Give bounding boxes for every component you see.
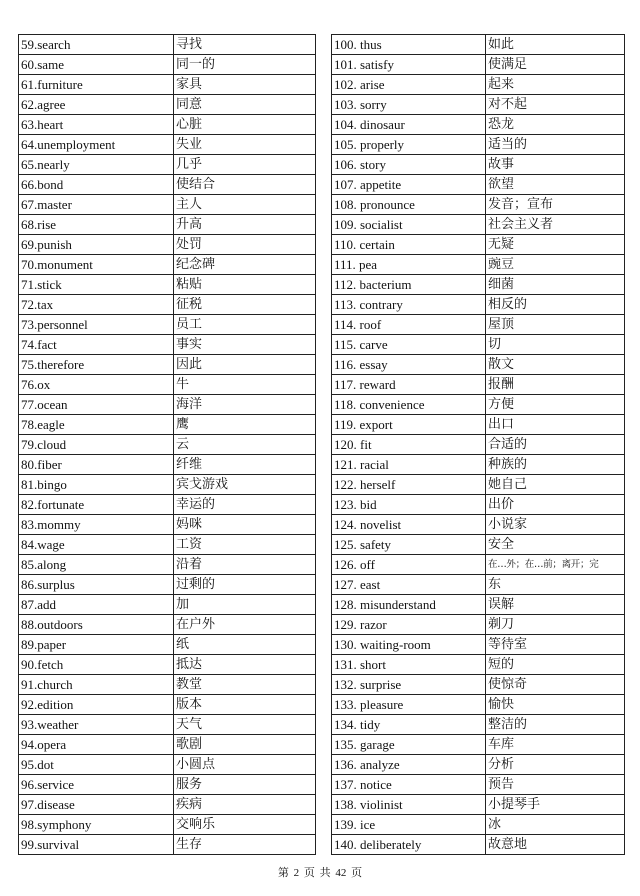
chinese-meaning: 小提琴手 [486,795,625,815]
chinese-meaning: 交响乐 [174,815,316,835]
chinese-meaning: 预告 [486,775,625,795]
english-word: 116. essay [332,355,486,375]
table-row [19,675,316,695]
table-row [19,275,316,295]
english-word: 105. properly [332,135,486,155]
english-word: 103. sorry [332,95,486,115]
english-word: 93.weather [19,715,174,735]
table-row [332,555,625,575]
page-footer [0,864,640,880]
english-word: 73.personnel [19,315,174,335]
table-row [332,755,625,775]
english-word: 65.nearly [19,155,174,175]
table-row [332,55,625,75]
chinese-meaning: 幸运的 [174,495,316,515]
english-word: 67.master [19,195,174,215]
english-word: 61.furniture [19,75,174,95]
chinese-meaning: 事实 [174,335,316,355]
table-row [332,835,625,855]
english-word: 76.ox [19,375,174,395]
chinese-meaning: 疾病 [174,795,316,815]
chinese-meaning: 社会主义者 [486,215,625,235]
english-word: 133. pleasure [332,695,486,715]
english-word: 68.rise [19,215,174,235]
english-word: 70.monument [19,255,174,275]
table-row [332,795,625,815]
english-word: 118. convenience [332,395,486,415]
table-row [332,815,625,835]
chinese-meaning: 在…外；在…前；离开；完 [486,555,625,575]
table-row [332,535,625,555]
english-word: 112. bacterium [332,275,486,295]
chinese-meaning: 过剩的 [174,575,316,595]
table-row [19,635,316,655]
table-row [332,635,625,655]
english-word: 113. contrary [332,295,486,315]
chinese-meaning: 天气 [174,715,316,735]
english-word: 125. safety [332,535,486,555]
english-word: 96.service [19,775,174,795]
table-row [19,555,316,575]
chinese-meaning: 报酬 [486,375,625,395]
english-word: 139. ice [332,815,486,835]
table-row [332,575,625,595]
table-row [332,295,625,315]
table-row [332,475,625,495]
table-row [332,495,625,515]
table-row [332,415,625,435]
chinese-meaning: 误解 [486,595,625,615]
chinese-meaning: 宾戈游戏 [174,475,316,495]
chinese-meaning: 小圆点 [174,755,316,775]
chinese-meaning: 在户外 [174,615,316,635]
english-word: 131. short [332,655,486,675]
table-row [332,235,625,255]
footer-page-number: 2 [293,867,300,879]
table-row [19,375,316,395]
chinese-meaning: 豌豆 [486,255,625,275]
english-word: 107. appetite [332,175,486,195]
chinese-meaning: 教堂 [174,675,316,695]
chinese-meaning: 整洁的 [486,715,625,735]
english-word: 62.agree [19,95,174,115]
table-row [332,695,625,715]
english-word: 111. pea [332,255,486,275]
table-row [332,155,625,175]
table-row [332,195,625,215]
english-word: 87.add [19,595,174,615]
english-word: 80.fiber [19,455,174,475]
table-row [19,75,316,95]
english-word: 97.disease [19,795,174,815]
table-row [19,435,316,455]
english-word: 127. east [332,575,486,595]
table-row [19,695,316,715]
table-row [332,775,625,795]
chinese-meaning: 无疑 [486,235,625,255]
english-word: 75.therefore [19,355,174,375]
table-row [19,115,316,135]
table-row [332,515,625,535]
table-row [19,95,316,115]
table-row [332,275,625,295]
chinese-meaning: 处罚 [174,235,316,255]
english-word: 59.search [19,35,174,55]
footer-page-word: 页 [303,867,315,879]
chinese-meaning: 牛 [174,375,316,395]
english-word: 95.dot [19,755,174,775]
table-row [19,355,316,375]
chinese-meaning: 加 [174,595,316,615]
table-row [332,455,625,475]
chinese-meaning: 如此 [486,35,625,55]
chinese-meaning: 云 [174,435,316,455]
table-row [332,615,625,635]
chinese-meaning: 升高 [174,215,316,235]
english-word: 64.unemployment [19,135,174,155]
table-row [19,455,316,475]
chinese-meaning: 征税 [174,295,316,315]
chinese-meaning: 发音；宣布 [486,195,625,215]
english-word: 100. thus [332,35,486,55]
chinese-meaning: 纸 [174,635,316,655]
chinese-meaning: 几乎 [174,155,316,175]
chinese-meaning: 等待室 [486,635,625,655]
english-word: 71.stick [19,275,174,295]
table-row [19,235,316,255]
english-word: 114. roof [332,315,486,335]
chinese-meaning: 歌剧 [174,735,316,755]
chinese-meaning: 起来 [486,75,625,95]
chinese-meaning: 抵达 [174,655,316,675]
english-word: 134. tidy [332,715,486,735]
english-word: 60.same [19,55,174,75]
english-word: 137. notice [332,775,486,795]
table-row [19,175,316,195]
english-word: 120. fit [332,435,486,455]
chinese-meaning: 故意地 [486,835,625,855]
english-word: 128. misunderstand [332,595,486,615]
table-row [19,715,316,735]
table-row [19,55,316,75]
footer-prefix: 第 [277,867,289,879]
chinese-meaning: 恐龙 [486,115,625,135]
footer-total-word: 页 [351,867,363,879]
chinese-meaning: 种族的 [486,455,625,475]
table-row [19,295,316,315]
table-row [332,315,625,335]
chinese-meaning: 心脏 [174,115,316,135]
english-word: 119. export [332,415,486,435]
chinese-meaning: 寻找 [174,35,316,55]
table-row [19,735,316,755]
english-word: 81.bingo [19,475,174,495]
table-row [19,495,316,515]
chinese-meaning: 适当的 [486,135,625,155]
chinese-meaning: 小说家 [486,515,625,535]
table-row [332,395,625,415]
table-row [19,815,316,835]
english-word: 82.fortunate [19,495,174,515]
chinese-meaning: 合适的 [486,435,625,455]
english-word: 138. violinist [332,795,486,815]
table-row [332,175,625,195]
english-word: 84.wage [19,535,174,555]
chinese-meaning: 散文 [486,355,625,375]
chinese-meaning: 故事 [486,155,625,175]
chinese-meaning: 主人 [174,195,316,215]
english-word: 101. satisfy [332,55,486,75]
table-row [332,135,625,155]
chinese-meaning: 家具 [174,75,316,95]
vocab-table-left [18,34,316,855]
chinese-meaning: 同意 [174,95,316,115]
chinese-meaning: 纤维 [174,455,316,475]
chinese-meaning: 出价 [486,495,625,515]
table-row [19,135,316,155]
table-row [19,215,316,235]
english-word: 109. socialist [332,215,486,235]
table-row [332,355,625,375]
english-word: 136. analyze [332,755,486,775]
english-word: 126. off [332,555,486,575]
chinese-meaning: 使结合 [174,175,316,195]
english-word: 129. razor [332,615,486,635]
english-word: 140. deliberately [332,835,486,855]
english-word: 115. carve [332,335,486,355]
english-word: 104. dinosaur [332,115,486,135]
chinese-meaning: 海洋 [174,395,316,415]
english-word: 94.opera [19,735,174,755]
english-word: 79.cloud [19,435,174,455]
english-word: 130. waiting-room [332,635,486,655]
table-row [19,535,316,555]
chinese-meaning: 屋顶 [486,315,625,335]
table-row [332,335,625,355]
chinese-meaning: 安全 [486,535,625,555]
english-word: 110. certain [332,235,486,255]
chinese-meaning: 短的 [486,655,625,675]
english-word: 135. garage [332,735,486,755]
english-word: 102. arise [332,75,486,95]
table-row [332,255,625,275]
table-row [332,715,625,735]
table-row [332,435,625,455]
chinese-meaning: 服务 [174,775,316,795]
english-word: 83.mommy [19,515,174,535]
table-row [19,255,316,275]
table-row [19,835,316,855]
chinese-meaning: 相反的 [486,295,625,315]
english-word: 124. novelist [332,515,486,535]
english-word: 108. pronounce [332,195,486,215]
table-row [19,155,316,175]
chinese-meaning: 粘贴 [174,275,316,295]
chinese-meaning: 细菌 [486,275,625,295]
english-word: 106. story [332,155,486,175]
table-row [332,215,625,235]
table-row [19,315,316,335]
table-row [332,735,625,755]
english-word: 117. reward [332,375,486,395]
english-word: 91.church [19,675,174,695]
english-word: 74.fact [19,335,174,355]
chinese-meaning: 剃刀 [486,615,625,635]
footer-total-pages: 42 [335,867,347,879]
table-row [332,675,625,695]
chinese-meaning: 分析 [486,755,625,775]
table-row [332,75,625,95]
chinese-meaning: 出口 [486,415,625,435]
table-row [19,475,316,495]
footer-total-prefix: 共 [319,867,331,879]
chinese-meaning: 对不起 [486,95,625,115]
chinese-meaning: 妈咪 [174,515,316,535]
chinese-meaning: 车库 [486,735,625,755]
chinese-meaning: 使惊奇 [486,675,625,695]
english-word: 88.outdoors [19,615,174,635]
document-page [18,34,624,852]
english-word: 78.eagle [19,415,174,435]
chinese-meaning: 冰 [486,815,625,835]
english-word: 63.heart [19,115,174,135]
table-row [19,615,316,635]
chinese-meaning: 欲望 [486,175,625,195]
table-row [19,595,316,615]
english-word: 66.bond [19,175,174,195]
english-word: 92.edition [19,695,174,715]
chinese-meaning: 鹰 [174,415,316,435]
table-row [332,375,625,395]
table-row [19,35,316,55]
english-word: 121. racial [332,455,486,475]
english-word: 99.survival [19,835,174,855]
chinese-meaning: 方便 [486,395,625,415]
chinese-meaning: 东 [486,575,625,595]
table-row [19,335,316,355]
chinese-meaning: 因此 [174,355,316,375]
english-word: 122. herself [332,475,486,495]
chinese-meaning: 生存 [174,835,316,855]
chinese-meaning: 版本 [174,695,316,715]
table-row [19,395,316,415]
table-row [332,115,625,135]
table-row [332,655,625,675]
table-row [332,595,625,615]
chinese-meaning: 她自己 [486,475,625,495]
vocab-table-right [331,34,625,855]
english-word: 90.fetch [19,655,174,675]
vocabulary-tables [18,34,624,852]
chinese-meaning: 失业 [174,135,316,155]
chinese-meaning: 愉快 [486,695,625,715]
english-word: 123. bid [332,495,486,515]
table-row [19,655,316,675]
table-row [19,195,316,215]
english-word: 72.tax [19,295,174,315]
english-word: 98.symphony [19,815,174,835]
table-row [332,95,625,115]
table-row [19,415,316,435]
table-row [19,515,316,535]
english-word: 86.surplus [19,575,174,595]
english-word: 85.along [19,555,174,575]
chinese-meaning: 工资 [174,535,316,555]
chinese-meaning: 使满足 [486,55,625,75]
english-word: 77.ocean [19,395,174,415]
table-row [19,795,316,815]
chinese-meaning: 员工 [174,315,316,335]
english-word: 89.paper [19,635,174,655]
table-row [19,575,316,595]
chinese-meaning: 同一的 [174,55,316,75]
chinese-meaning: 沿着 [174,555,316,575]
table-row [19,755,316,775]
english-word: 69.punish [19,235,174,255]
chinese-meaning: 纪念碑 [174,255,316,275]
table-row [332,35,625,55]
table-row [19,775,316,795]
english-word: 132. surprise [332,675,486,695]
chinese-meaning: 切 [486,335,625,355]
